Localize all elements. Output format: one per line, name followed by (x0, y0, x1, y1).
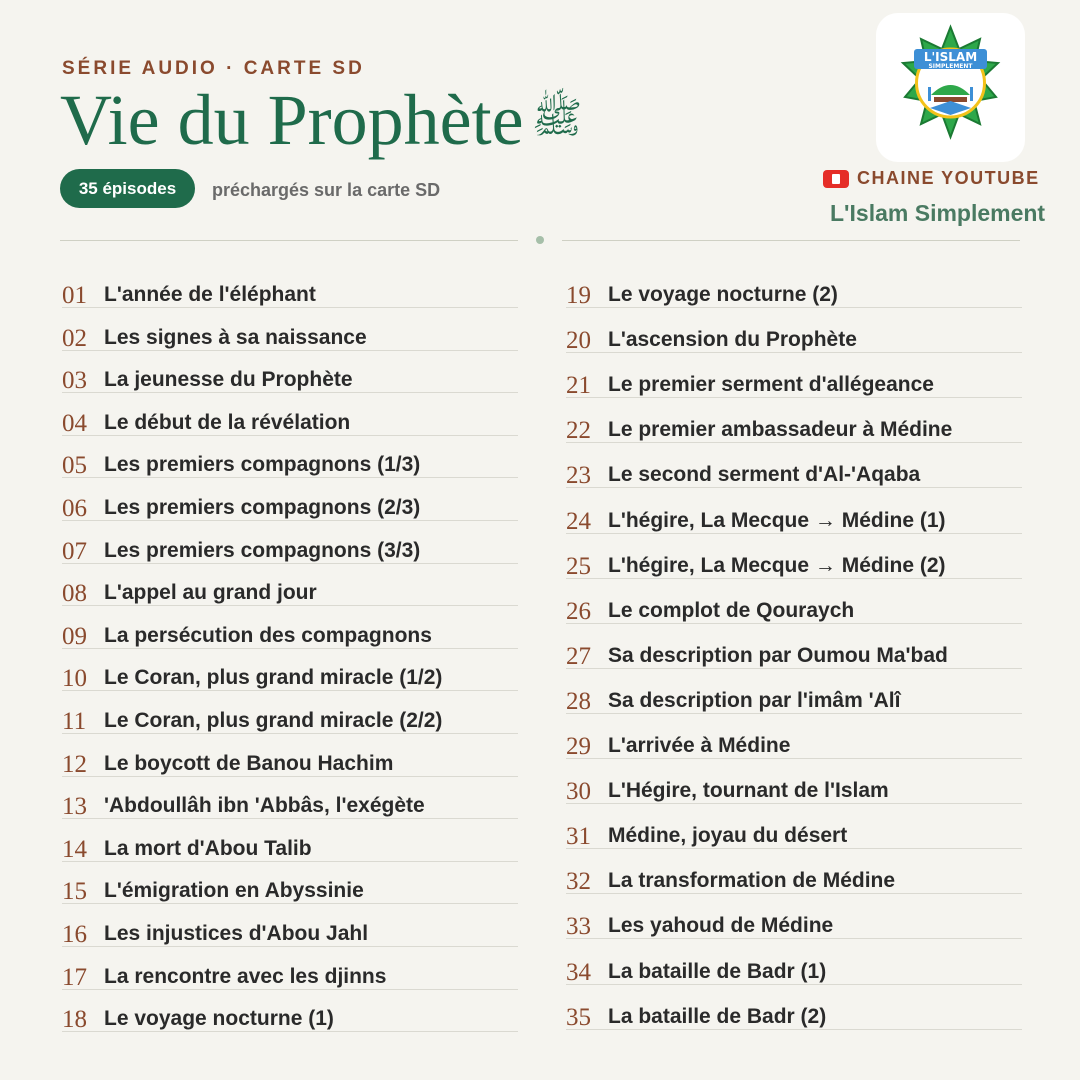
islamic-star-logo-icon (876, 13, 1025, 162)
episode-item (62, 570, 518, 606)
episode-number: 14 (62, 835, 87, 863)
episode-number: 35 (566, 1003, 591, 1031)
episode-title: La jeunesse du Prophète (104, 368, 353, 392)
episode-item (62, 400, 518, 436)
divider-dot (536, 236, 544, 244)
episode-item (62, 741, 518, 777)
episode-title: L'année de l'éléphant (104, 283, 316, 306)
episode-title: L'Hégire, tournant de l'Islam (608, 779, 889, 803)
episode-item (62, 868, 518, 904)
episode-number: 01 (62, 282, 87, 309)
episode-item (62, 528, 518, 564)
episode-number: 09 (62, 622, 87, 650)
episode-title: Les premiers compagnons (2/3) (104, 496, 421, 519)
episode-title: La bataille de Badr (2) (608, 1004, 827, 1028)
episode-title: Les premiers compagnons (1/3) (104, 453, 421, 477)
divider-right (562, 240, 1020, 241)
episode-item (566, 723, 1022, 759)
episode-title: L'ascension du Prophète (608, 328, 857, 352)
episode-title: La transformation de Médine (608, 869, 896, 893)
episode-number: 11 (62, 708, 87, 735)
episode-number: 12 (62, 750, 87, 778)
youtube-label: CHAINE YOUTUBE (857, 168, 1040, 188)
episode-item (62, 698, 518, 734)
episode-item (62, 826, 518, 862)
episode-item (566, 362, 1022, 398)
episode-number: 13 (62, 793, 87, 821)
episode-item (62, 783, 518, 819)
episode-item (62, 613, 518, 649)
episode-number: 23 (566, 462, 591, 490)
episode-item (566, 994, 1022, 1030)
episode-title: La persécution des compagnons (104, 623, 432, 647)
episode-number: 16 (62, 921, 87, 948)
episode-item (566, 903, 1022, 939)
episode-number: 27 (566, 642, 591, 670)
episode-title: 'Abdoullâh ibn 'Abbâs, l'exégète (104, 794, 425, 818)
episode-title: Le voyage nocturne (2) (608, 283, 838, 306)
episode-number: 18 (62, 1006, 87, 1034)
episode-number: 28 (566, 687, 591, 715)
episode-item (566, 317, 1022, 353)
episode-number: 03 (62, 367, 87, 395)
episode-item (62, 272, 518, 308)
episode-title: Le premier serment d'allégeance (608, 373, 934, 397)
series-kicker: SÉRIE AUDIO · CARTE SD (62, 58, 365, 79)
episode-title: Sa description par l'imâm 'Alî (608, 688, 901, 712)
episode-number: 22 (566, 417, 591, 445)
episode-number: 06 (62, 495, 87, 522)
episode-title: La bataille de Badr (1) (608, 959, 827, 983)
youtube-channel-row (823, 167, 1063, 191)
episode-item (62, 996, 518, 1032)
divider-left (60, 240, 518, 241)
episode-count-badge: 35 épisodes (60, 169, 195, 208)
episode-number: 29 (566, 733, 591, 760)
episode-title: Le début de la révélation (104, 410, 351, 434)
episode-item (62, 911, 518, 947)
episode-item (566, 768, 1022, 804)
logo-text-top: L'ISLAM (923, 50, 978, 64)
episode-title: Le Coran, plus grand miracle (1/2) (104, 666, 443, 690)
episode-item (566, 407, 1022, 443)
episode-item (566, 858, 1022, 894)
episode-title: L'arrivée à Médine (608, 734, 791, 757)
youtube-icon (823, 170, 849, 188)
episode-title: Le voyage nocturne (1) (104, 1007, 334, 1031)
episode-item (62, 655, 518, 691)
episode-title: Le Coran, plus grand miracle (2/2) (104, 709, 443, 732)
episode-title: Le premier ambassadeur à Médine (608, 418, 953, 442)
episode-number: 32 (566, 868, 591, 896)
channel-logo (876, 13, 1025, 162)
episode-number: 25 (566, 552, 591, 580)
episode-number: 17 (62, 963, 87, 991)
episode-title: Le complot de Qouraych (608, 598, 855, 622)
preload-text: préchargés sur la carte SD (212, 180, 441, 200)
episode-item (62, 357, 518, 393)
episode-item (62, 315, 518, 351)
episode-title: Les injustices d'Abou Jahl (104, 922, 369, 945)
episode-item (566, 543, 1022, 579)
episode-number: 33 (566, 913, 591, 941)
page-title (60, 80, 583, 160)
episode-item (566, 272, 1022, 308)
channel-name: L'Islam Simplement (830, 200, 1046, 226)
episode-title: L'hégire, La Mecque → Médine (2) (608, 553, 946, 577)
episode-item (566, 678, 1022, 714)
episode-number: 19 (566, 282, 591, 309)
title-text: Vie du Prophète (60, 80, 524, 160)
episode-item (62, 485, 518, 521)
episode-number: 05 (62, 452, 87, 480)
episode-number: 08 (62, 580, 87, 608)
episode-item (566, 949, 1022, 985)
episode-title: L'émigration en Abyssinie (104, 879, 364, 903)
episode-title: Le second serment d'Al-'Aqaba (608, 463, 921, 487)
episode-item (566, 452, 1022, 488)
episode-title: La mort d'Abou Talib (104, 836, 312, 860)
episode-number: 21 (566, 372, 591, 400)
episode-item (566, 813, 1022, 849)
episode-title: Médine, joyau du désert (608, 824, 848, 848)
salawat-glyph: ﷺ (531, 93, 583, 142)
episode-title: Les yahoud de Médine (608, 914, 834, 938)
episode-number: 26 (566, 597, 591, 625)
episode-item (62, 442, 518, 478)
episode-item (566, 633, 1022, 669)
episode-item (62, 954, 518, 990)
episode-title: L'appel au grand jour (104, 581, 317, 605)
episode-number: 07 (62, 537, 87, 565)
episode-title: Sa description par Oumou Ma'bad (608, 643, 948, 667)
episode-number: 02 (62, 324, 87, 352)
episode-number: 30 (566, 778, 591, 806)
episode-title: Les premiers compagnons (3/3) (104, 538, 421, 562)
logo-text-bottom: SIMPLEMENT (928, 63, 973, 70)
episode-title: La rencontre avec les djinns (104, 964, 387, 988)
episode-number: 34 (566, 958, 591, 986)
episode-number: 15 (62, 878, 87, 906)
episode-title: Les signes à sa naissance (104, 325, 367, 349)
episode-number: 31 (566, 823, 591, 851)
episode-item (566, 588, 1022, 624)
episode-number: 20 (566, 327, 591, 355)
episode-number: 10 (62, 665, 87, 693)
episode-number: 04 (62, 409, 87, 437)
episode-title: L'hégire, La Mecque → Médine (1) (608, 508, 946, 532)
episode-title: Le boycott de Banou Hachim (104, 751, 394, 775)
episode-number: 24 (566, 507, 591, 535)
episode-item (566, 498, 1022, 534)
